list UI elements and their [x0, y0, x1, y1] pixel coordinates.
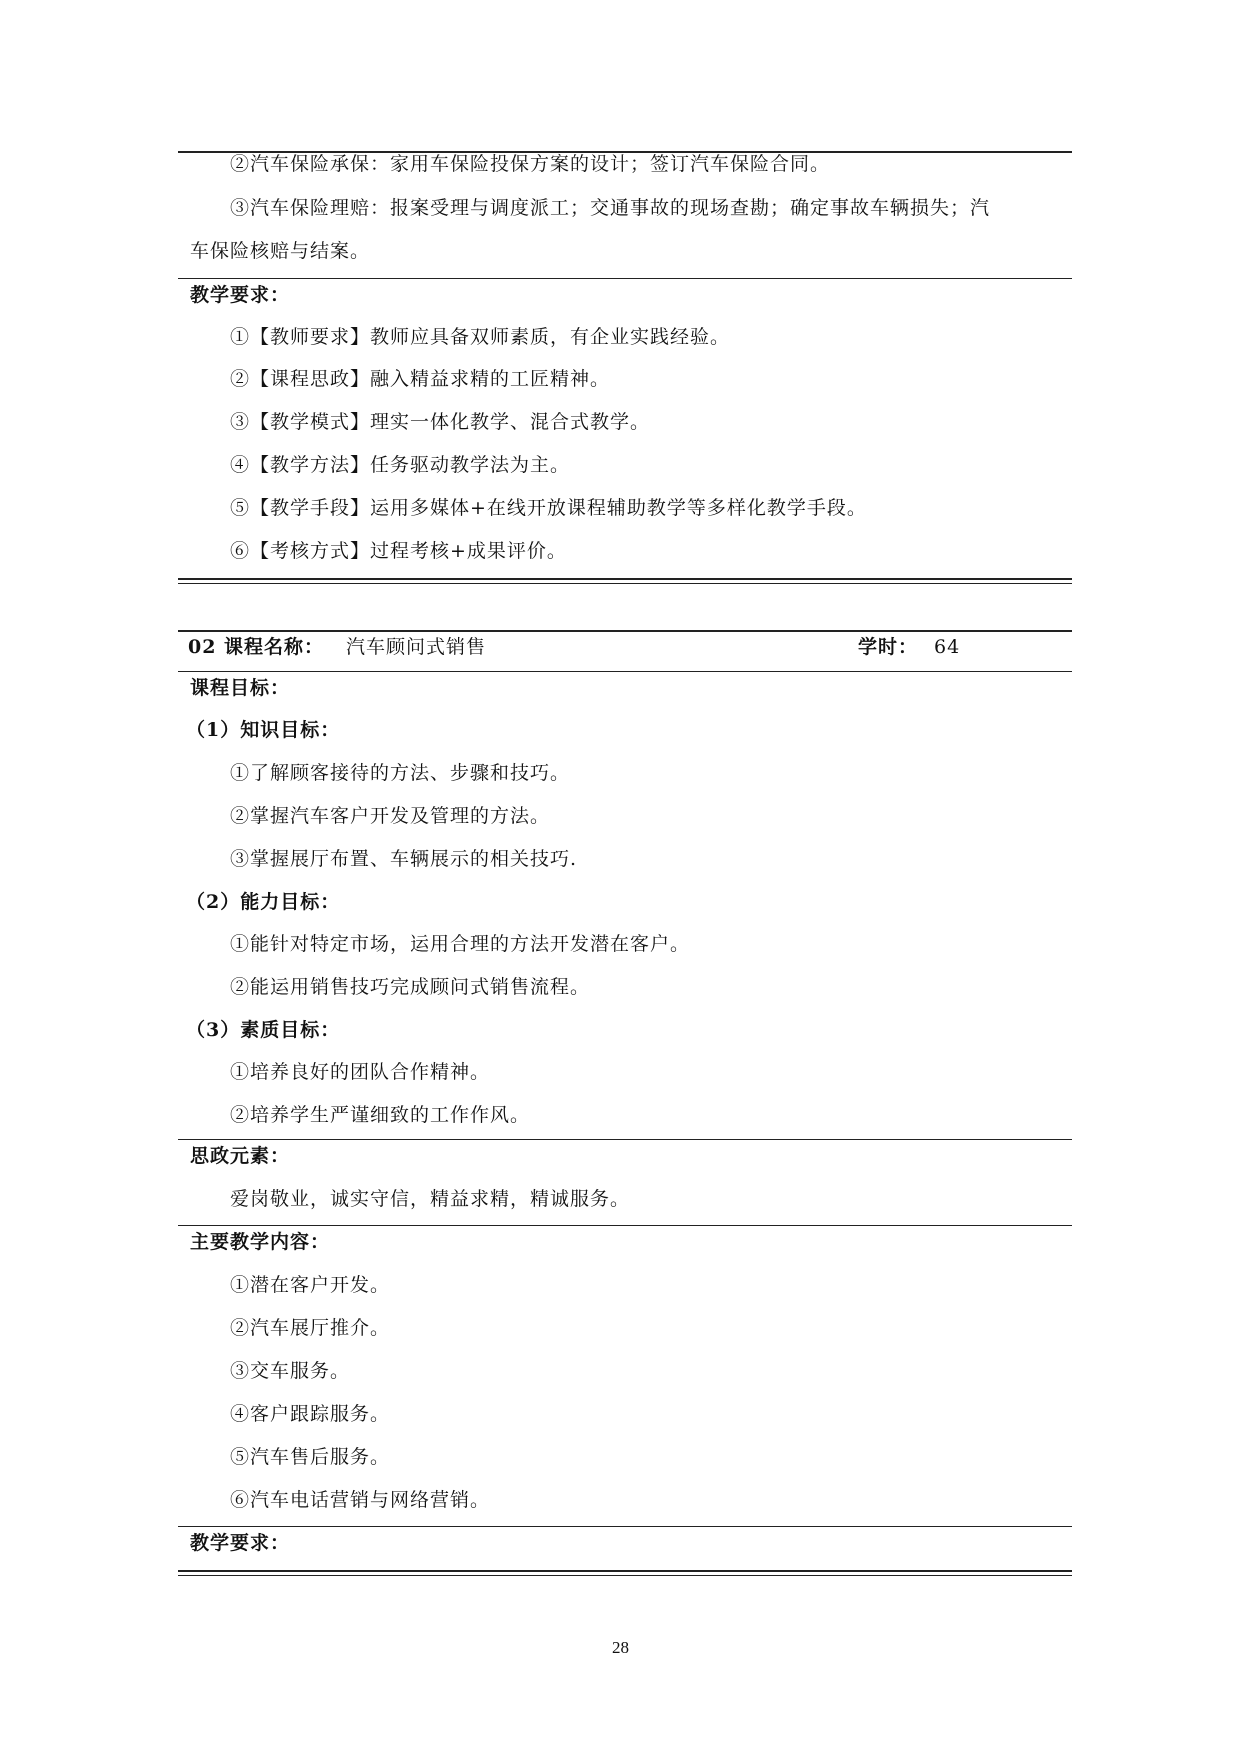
knowledge-goal-item: ①了解顾客接待的方法、步骤和技巧。 — [230, 762, 571, 784]
row-divider — [178, 1526, 1072, 1527]
main-content-item: ③交车服务。 — [230, 1360, 351, 1382]
teaching-requirements-label: 教学要求： — [190, 1532, 291, 1554]
row-divider — [178, 1139, 1072, 1140]
course-hours-value: 64 — [934, 636, 961, 658]
teaching-requirement-item: ①【教师要求】教师应具备双师素质，有企业实践经验。 — [230, 326, 731, 348]
main-content-label: 主要教学内容： — [190, 1231, 331, 1253]
course-goal-label: 课程目标： — [190, 677, 291, 699]
ability-goal-item: ②能运用销售技巧完成顾问式销售流程。 — [230, 976, 591, 998]
table-bottom-rule — [178, 578, 1072, 584]
page-number: 28 — [612, 1638, 629, 1657]
teaching-requirements-label: 教学要求： — [190, 284, 291, 306]
main-content-item: ①潜在客户开发。 — [230, 1274, 391, 1296]
main-content-item: ⑥汽车电话营销与网络营销。 — [230, 1489, 491, 1511]
course-hours-label: 学时： — [858, 636, 919, 658]
ability-goal-label: （2）能力目标： — [186, 891, 341, 913]
table-top-rule — [178, 630, 1072, 632]
knowledge-goal-item: ③掌握展厅布置、车辆展示的相关技巧. — [230, 848, 578, 870]
teaching-requirement-item: ④【教学方法】任务驱动教学法为主。 — [230, 454, 571, 476]
quality-goal-item: ②培养学生严谨细致的工作作风。 — [230, 1104, 531, 1126]
content-item: ②汽车保险承保：家用车保险投保方案的设计；签订汽车保险合同。 — [230, 153, 831, 175]
row-divider — [178, 671, 1072, 672]
ability-goal-item: ①能针对特定市场，运用合理的方法开发潜在客户。 — [230, 933, 691, 955]
content-item: ③汽车保险理赔：报案受理与调度派工；交通事故的现场查勘；确定事故车辆损失；汽 — [230, 197, 991, 219]
row-divider — [178, 1225, 1072, 1226]
main-content-item: ④客户跟踪服务。 — [230, 1403, 391, 1425]
ideology-elements-label: 思政元素： — [190, 1145, 291, 1167]
knowledge-goal-item: ②掌握汽车客户开发及管理的方法。 — [230, 805, 551, 827]
course-name-label: 02 课程名称： — [188, 636, 325, 658]
main-content-item: ⑤汽车售后服务。 — [230, 1446, 391, 1468]
table-bottom-rule — [178, 1570, 1072, 1576]
ideology-elements-text: 爱岗敬业，诚实守信，精益求精，精诚服务。 — [230, 1188, 631, 1210]
course-name: 汽车顾问式销售 — [346, 636, 487, 658]
teaching-requirement-item: ③【教学模式】理实一体化教学、混合式教学。 — [230, 411, 651, 433]
knowledge-goal-label: （1）知识目标： — [186, 719, 341, 741]
teaching-requirement-item: ⑥【考核方式】过程考核+成果评价。 — [230, 540, 567, 562]
teaching-requirement-item: ②【课程思政】融入精益求精的工匠精神。 — [230, 368, 611, 390]
main-content-item: ②汽车展厅推介。 — [230, 1317, 391, 1339]
quality-goal-item: ①培养良好的团队合作精神。 — [230, 1061, 491, 1083]
content-item-continued: 车保险核赔与结案。 — [190, 240, 371, 262]
teaching-requirement-item: ⑤【教学手段】运用多媒体+在线开放课程辅助教学等多样化教学手段。 — [230, 497, 867, 519]
row-divider — [178, 278, 1072, 279]
quality-goal-label: （3）素质目标： — [186, 1019, 341, 1041]
